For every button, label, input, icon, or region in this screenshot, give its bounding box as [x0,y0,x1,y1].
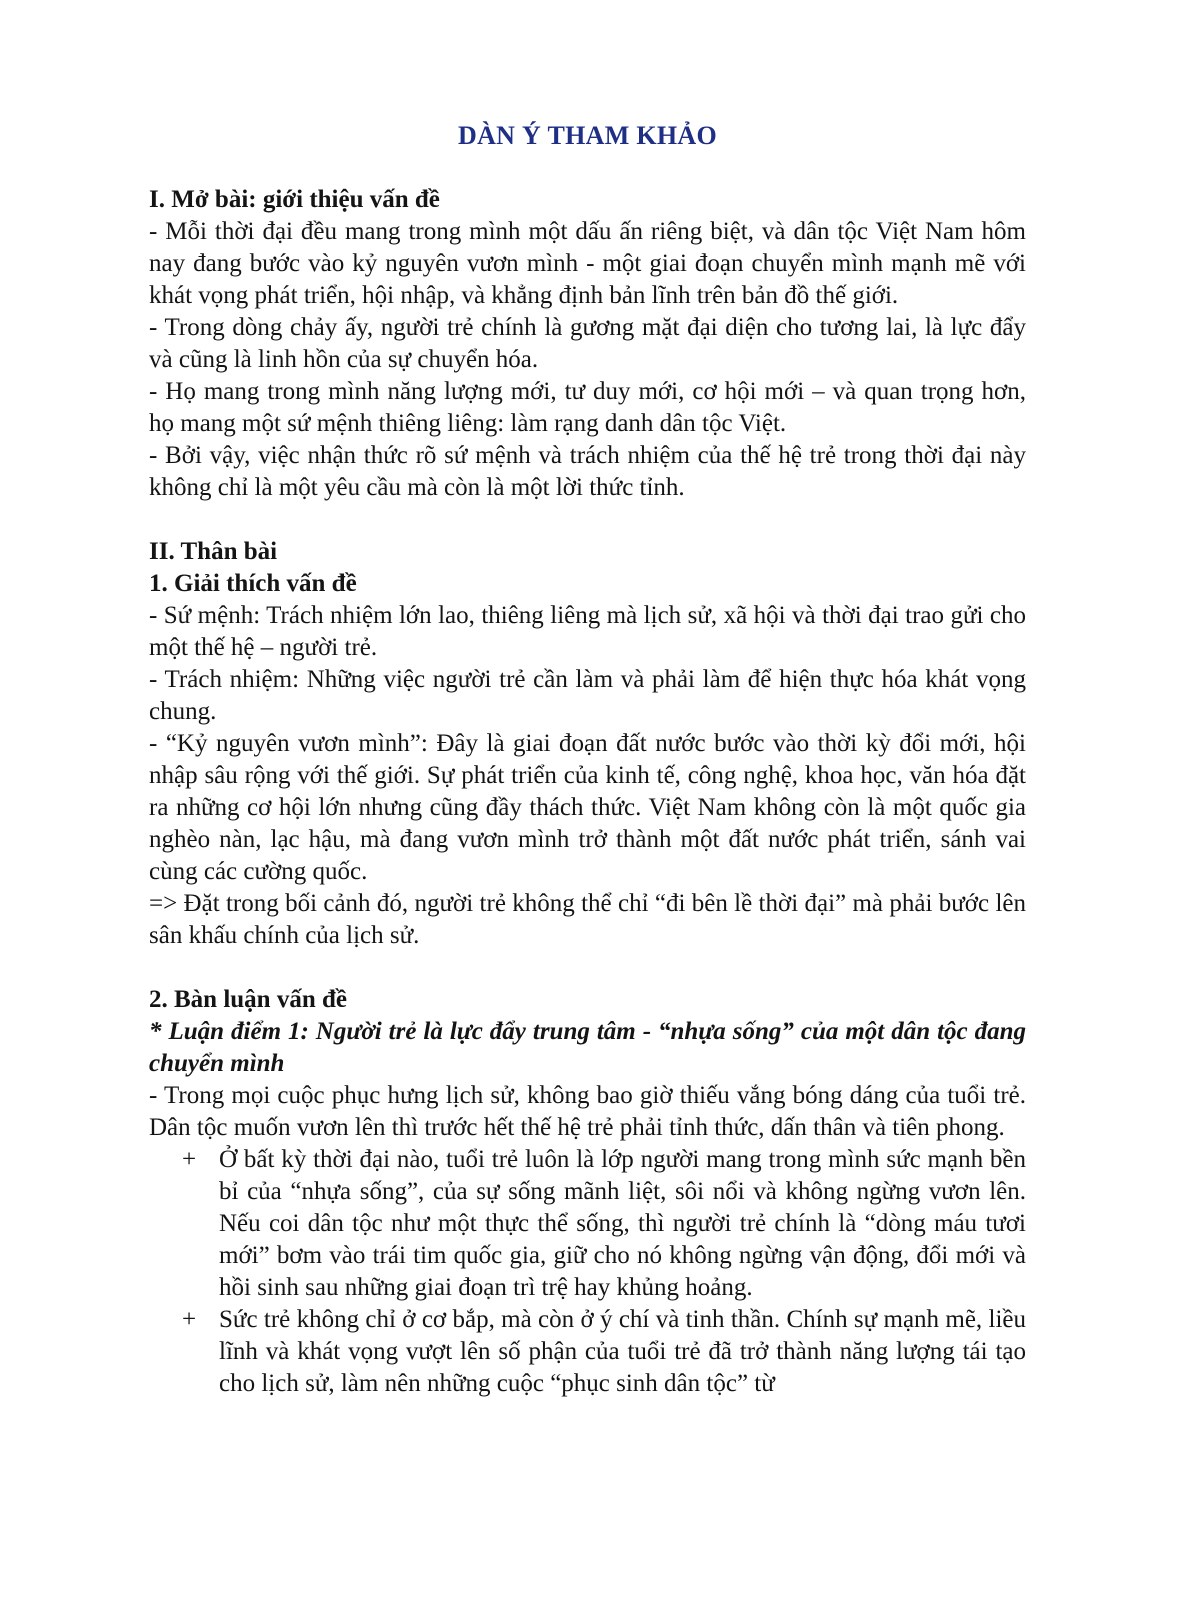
bullet-text: Sức trẻ không chỉ ở cơ bắp, mà còn ở ý chí và tinh thần. Chính sự mạnh mẽ, liều lĩnh và khát vọng vượt lên số phận của tuổi trẻ đã trở thành năng lượng tái tạo cho lịch sử, làm nên những cuộc “phục sinh dân tộc” từ [219,1306,1026,1397]
section1-paragraph: - “Kỷ nguyên vươn mình”: Đây là giai đoạn đất nước bước vào thời kỳ đổi mới, hội nhập sâu rộng với thế giới. Sự phát triển của kinh tế, công nghệ, khoa học, văn hóa đặt ra những cơ hội lớn nhưng cũng đầy thách thức. Việt Nam không còn là một quốc gia nghèo nàn, lạc hậu, mà đang vươn mình trở thành một đất nước phát triển, sánh vai cùng các cường quốc. [149,730,1026,885]
bullet-text: Ở bất kỳ thời đại nào, tuổi trẻ luôn là lớp người mang trong mình sức mạnh bền bỉ của “nhựa sống”, của sự sống mãnh liệt, sôi nổi và không ngừng vươn lên. Nếu coi dân tộc như một thực thể sống, thì người trẻ chính là “dòng máu tươi mới” bơm vào trái tim quốc gia, giữ cho nó không ngừng vận động, đổi mới và hồi sinh sau những giai đoạn trì trệ hay khủng hoảng. [219,1146,1026,1301]
intro-paragraph: - Bởi vậy, việc nhận thức rõ sứ mệnh và trách nhiệm của thế hệ trẻ trong thời đại này không chỉ là một yêu cầu mà còn là một lời thức tỉnh. [149,442,1026,501]
section1-paragraph: - Sứ mệnh: Trách nhiệm lớn lao, thiêng liêng mà lịch sử, xã hội và thời đại trao gửi cho một thế hệ – người trẻ. [149,602,1026,661]
document-title: DÀN Ý THAM KHẢO [458,121,717,150]
point1-heading: * Luận điểm 1: Người trẻ là lực đẩy trung tâm - “nhựa sống” của một dân tộc đang chuyển mình [149,1018,1026,1077]
intro-paragraph: - Trong dòng chảy ấy, người trẻ chính là gương mặt đại diện cho tương lai, là lực đẩy và cũng là linh hồn của sự chuyển hóa. [149,314,1026,373]
intro-heading: I. Mở bài: giới thiệu vấn đề [149,186,440,213]
plus-bullet-icon: + [182,1306,197,1333]
spacer [149,952,1026,984]
section1-heading: 1. Giải thích vấn đề [149,570,357,597]
section1-paragraph: - Trách nhiệm: Những việc người trẻ cần làm và phải làm để hiện thực hóa khát vọng chung. [149,666,1026,725]
bullet-item [149,1304,1026,1400]
point1-paragraph: - Trong mọi cuộc phục hưng lịch sử, không bao giờ thiếu vắng bóng dáng của tuổi trẻ. Dân tộc muốn vươn lên thì trước hết thế hệ trẻ phải tỉnh thức, dấn thân và tiên phong. [149,1082,1026,1141]
body-heading: II. Thân bài [149,538,278,565]
bullet-item [149,1144,1026,1304]
intro-paragraph: - Họ mang trong mình năng lượng mới, tư duy mới, cơ hội mới – và quan trọng hơn, họ mang một sứ mệnh thiêng liêng: làm rạng danh dân tộc Việt. [149,378,1026,437]
intro-paragraph: - Mỗi thời đại đều mang trong mình một dấu ấn riêng biệt, và dân tộc Việt Nam hôm nay đang bước vào kỷ nguyên vươn mình - một giai đoạn chuyển mình mạnh mẽ với khát vọng phát triển, hội nhập, và khẳng định bản lĩnh trên bản đồ thế giới. [149,218,1026,309]
plus-bullet-icon: + [182,1146,197,1173]
spacer [149,504,1026,536]
section1-conclusion: => Đặt trong bối cảnh đó, người trẻ không thể chỉ “đi bên lề thời đại” mà phải bước lên sân khấu chính của lịch sử. [149,890,1026,949]
section2-heading: 2. Bàn luận vấn đề [149,986,347,1013]
